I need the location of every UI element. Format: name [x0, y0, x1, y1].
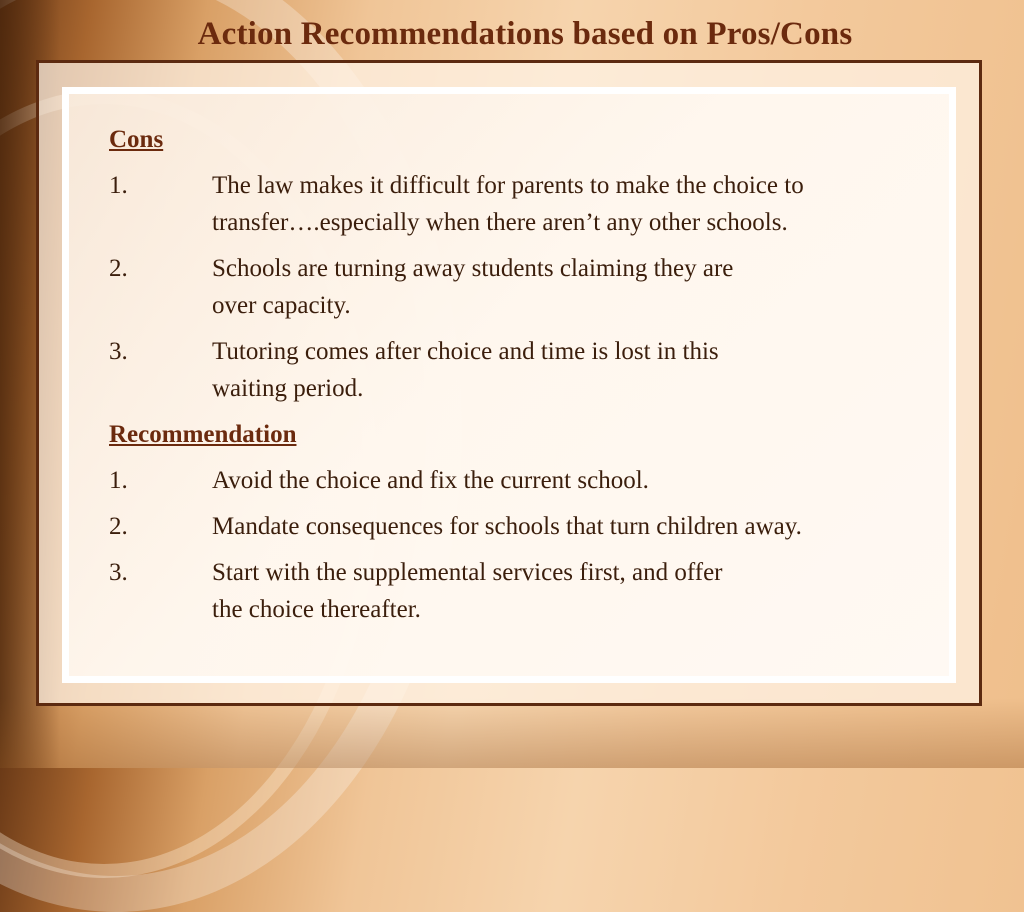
background-bottom-shade — [0, 698, 1024, 768]
cons-item-3 — [109, 333, 949, 407]
list-text-line: waiting period. — [212, 375, 364, 402]
cons-item-1 — [109, 167, 949, 241]
recommendation-item-3 — [109, 554, 949, 628]
list-number: 2. — [109, 513, 128, 540]
list-number: 1. — [109, 172, 128, 199]
list-text — [212, 554, 949, 628]
list-number: 3. — [109, 559, 128, 586]
list-text-line: Schools are turning away students claiming they are — [212, 255, 734, 282]
list-text-line: Avoid the choice and fix the current school. — [212, 467, 649, 494]
list-text-line: Start with the supplemental services first, and offer — [212, 559, 723, 586]
recommendation-item-1 — [109, 462, 949, 499]
recommendation-heading: Recommendation — [109, 421, 297, 448]
content-panel — [62, 87, 956, 683]
cons-item-2 — [109, 250, 949, 324]
list-text — [212, 508, 949, 545]
list-text — [212, 167, 949, 241]
list-text-line: the choice thereafter. — [212, 596, 421, 623]
list-text — [212, 250, 949, 324]
list-number: 1. — [109, 467, 128, 494]
list-text — [212, 462, 949, 499]
list-number: 3. — [109, 338, 128, 365]
list-text-line: The law makes it difficult for parents to make the choice to — [212, 172, 804, 199]
slide-title: Action Recommendations based on Pros/Cons — [197, 16, 853, 52]
list-text-line: Tutoring comes after choice and time is lost in this — [212, 338, 719, 365]
list-text-line: over capacity. — [212, 292, 351, 319]
list-text-line: transfer….especially when there aren’t any other schools. — [212, 209, 788, 236]
slide-body — [109, 121, 949, 637]
list-number: 2. — [109, 255, 128, 282]
list-text — [212, 333, 949, 407]
recommendation-item-2 — [109, 508, 949, 545]
cons-heading: Cons — [109, 126, 164, 153]
content-frame — [36, 60, 982, 706]
list-text-line: Mandate consequences for schools that turn children away. — [212, 513, 802, 540]
